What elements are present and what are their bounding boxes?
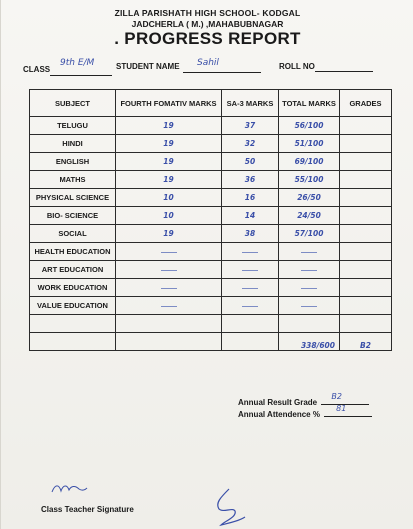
sa-cell: 50 (222, 153, 279, 171)
grade-cell (340, 117, 392, 135)
empty-cell (116, 333, 222, 351)
table-row (30, 261, 392, 279)
teacher-initials-mark (49, 480, 89, 498)
empty-cell (116, 315, 222, 333)
roll-no-label: ROLL NO (279, 62, 315, 71)
grade-cell (340, 225, 392, 243)
total-cell: 24/50 (279, 207, 340, 225)
header-sa3-marks: SA-3 MARKS (222, 90, 279, 117)
subject-cell: WORK EDUCATION (30, 279, 116, 297)
table-row-empty (30, 315, 392, 333)
fa-cell: 19 (116, 117, 222, 135)
dash-mark (161, 288, 177, 289)
dash-mark (301, 288, 317, 289)
fa-cell (116, 279, 222, 297)
grade-cell (340, 297, 392, 315)
sa-cell (222, 279, 279, 297)
table-row (30, 243, 392, 261)
student-name-value: Sahil (197, 58, 219, 68)
subject-cell: PHYSICAL SCIENCE (30, 189, 116, 207)
empty-cell (340, 315, 392, 333)
subject-cell: HEALTH EDUCATION (30, 243, 116, 261)
table-row (30, 279, 392, 297)
total-cell (279, 279, 340, 297)
table-row (30, 135, 392, 153)
empty-cell (30, 315, 116, 333)
sa-cell: 38 (222, 225, 279, 243)
signature-scribble (209, 487, 249, 529)
total-cell: 69/100 (279, 153, 340, 171)
table-row (30, 153, 392, 171)
subject-cell: VALUE EDUCATION (30, 297, 116, 315)
subject-cell: HINDI (30, 135, 116, 153)
fa-cell: 19 (116, 135, 222, 153)
dash-mark (301, 306, 317, 307)
header-total-marks: TOTAL MARKS (279, 90, 340, 117)
fa-cell: 10 (116, 189, 222, 207)
fa-cell (116, 261, 222, 279)
dash-mark (161, 270, 177, 271)
class-teacher-signature-label: Class Teacher Signature (41, 505, 134, 514)
dash-mark (161, 252, 177, 253)
total-cell: 26/50 (279, 189, 340, 207)
fa-cell: 19 (116, 153, 222, 171)
marks-table (29, 89, 392, 351)
dash-mark (161, 306, 177, 307)
grade-cell (340, 243, 392, 261)
school-name: ZILLA PARISHATH HIGH SCHOOL- KODGAL (114, 8, 301, 18)
annual-grade-row (238, 392, 369, 407)
fa-cell: 10 (116, 207, 222, 225)
table-row (30, 117, 392, 135)
grade-cell (340, 279, 392, 297)
empty-cell (222, 333, 279, 351)
sa-cell: 14 (222, 207, 279, 225)
annual-grade-value: B2 (331, 392, 342, 401)
table-row (30, 225, 392, 243)
grand-total-cell: 338/600 (279, 333, 340, 351)
total-cell (279, 261, 340, 279)
dash-mark (242, 270, 258, 271)
total-cell: 57/100 (279, 225, 340, 243)
grade-cell (340, 207, 392, 225)
subject-cell: BIO- SCIENCE (30, 207, 116, 225)
roll-no-underline (315, 71, 373, 72)
sa-cell: 37 (222, 117, 279, 135)
dash-mark (242, 252, 258, 253)
sa-cell (222, 243, 279, 261)
empty-cell (30, 333, 116, 351)
dash-mark (301, 252, 317, 253)
annual-attendance-value: 81 (336, 404, 347, 413)
student-name-label: STUDENT NAME (116, 62, 180, 71)
fa-cell: 19 (116, 171, 222, 189)
grade-cell (340, 171, 392, 189)
header-fa-marks: FOURTH FOMATIV MARKS (116, 90, 222, 117)
subject-cell: TELUGU (30, 117, 116, 135)
total-cell (279, 243, 340, 261)
dash-mark (242, 306, 258, 307)
grade-cell (340, 261, 392, 279)
sa-cell (222, 261, 279, 279)
table-row (30, 297, 392, 315)
empty-cell (279, 315, 340, 333)
total-cell (279, 297, 340, 315)
dash-mark (301, 270, 317, 271)
class-label: CLASS (23, 65, 51, 74)
sa-cell: 36 (222, 171, 279, 189)
name-underline (183, 72, 261, 73)
overall-grade-cell: B2 (340, 333, 392, 351)
total-cell: 56/100 (279, 117, 340, 135)
table-header-row (30, 90, 392, 117)
header-grades: GRADES (340, 90, 392, 117)
sa-cell (222, 297, 279, 315)
subject-cell: ART EDUCATION (30, 261, 116, 279)
total-cell: 51/100 (279, 135, 340, 153)
fa-cell: 19 (116, 225, 222, 243)
fa-cell (116, 297, 222, 315)
table-row (30, 189, 392, 207)
school-address: JADCHERLA ( M.) ,MAHABUBNAGAR (131, 19, 284, 29)
annual-attendance-underline (324, 404, 372, 417)
table-row-total (30, 333, 392, 351)
grade-cell (340, 153, 392, 171)
grade-cell (340, 189, 392, 207)
subject-cell: SOCIAL (30, 225, 116, 243)
class-underline (50, 75, 112, 76)
sa-cell: 32 (222, 135, 279, 153)
fa-cell (116, 243, 222, 261)
annual-attendance-label: Annual Attendence % (238, 410, 320, 419)
sa-cell: 16 (222, 189, 279, 207)
class-value: 9th E/M (60, 58, 95, 68)
page-title: . PROGRESS REPORT (114, 29, 301, 48)
annual-attendance-row (238, 404, 372, 419)
subject-cell: ENGLISH (30, 153, 116, 171)
table-row (30, 171, 392, 189)
annual-grade-label: Annual Result Grade (238, 398, 318, 407)
dash-mark (242, 288, 258, 289)
header-subject: SUBJECT (30, 90, 116, 117)
total-cell: 55/100 (279, 171, 340, 189)
table-row (30, 207, 392, 225)
grade-cell (340, 135, 392, 153)
empty-cell (222, 315, 279, 333)
subject-cell: MATHS (30, 171, 116, 189)
